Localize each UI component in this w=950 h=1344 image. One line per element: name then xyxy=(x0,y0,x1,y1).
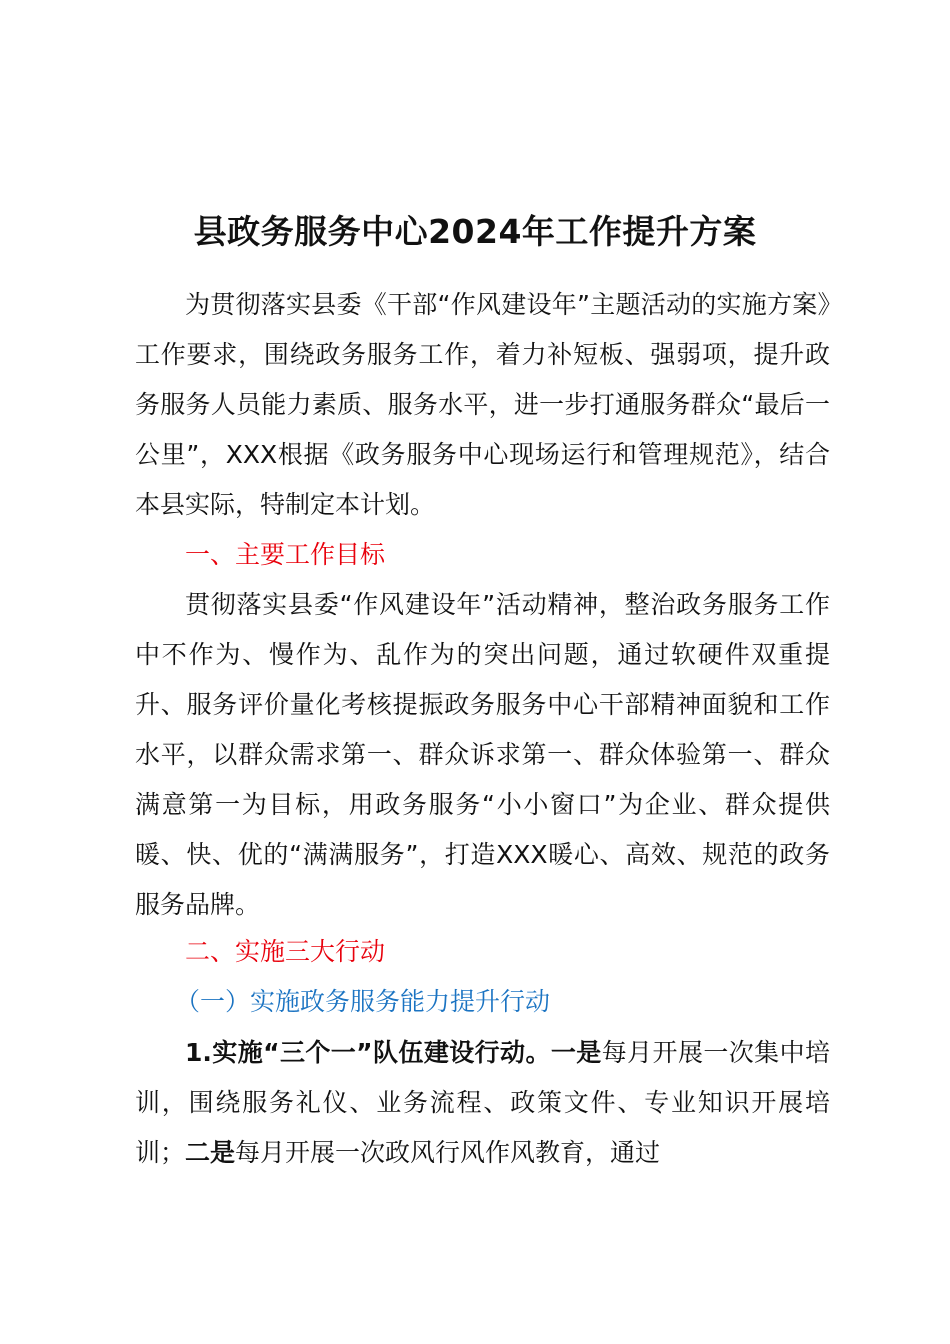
intro-paragraph: 为贯彻落实县委《干部“作风建设年”主题活动的实施方案》工作要求，围绕政务服务工作，着力补短板、强弱项，提升政务服务人员能力素质、服务水平，进一步打通服务群众“最后一公里”，XXX根据《政务服务中心现场运行和管理规范》，结合本县实际，特制定本计划。 xyxy=(135,290,830,519)
section1-heading: 一、主要工作目标 xyxy=(185,540,386,569)
item1-paragraph xyxy=(135,1028,830,1178)
item1-first-text: 每月开展一次集中培训，围绕服务礼仪、业务流程、政策文件、专业知识开展培训； xyxy=(135,1038,830,1167)
document-title: 县政务服务中心2024年工作提升方案 xyxy=(193,212,757,251)
subsection1-heading: （一）实施政务服务能力提升行动 xyxy=(175,987,551,1016)
item1-second-label: 二是 xyxy=(185,1138,236,1167)
item1-lead: 1.实施“三个一”队伍建设行动。 xyxy=(185,1038,551,1067)
item1-first-label: 一是 xyxy=(550,1038,602,1067)
section1-paragraph: 贯彻落实县委“作风建设年”活动精神，整治政务服务工作中不作为、慢作为、乱作为的突出问题，通过软硬件双重提升、服务评价量化考核提振政务服务中心干部精神面貌和工作水平，以群众需求第一、群众诉求第一、群众体验第一、群众满意第一为目标，用政务服务“小小窗口”为企业、群众提供暖、快、优的“满满服务”，打造XXX暖心、高效、规范的政务服务品牌。 xyxy=(135,590,830,919)
section2-heading: 二、实施三大行动 xyxy=(185,937,386,966)
item1-second-text: 每月开展一次政风行风作风教育，通过 xyxy=(235,1138,661,1167)
